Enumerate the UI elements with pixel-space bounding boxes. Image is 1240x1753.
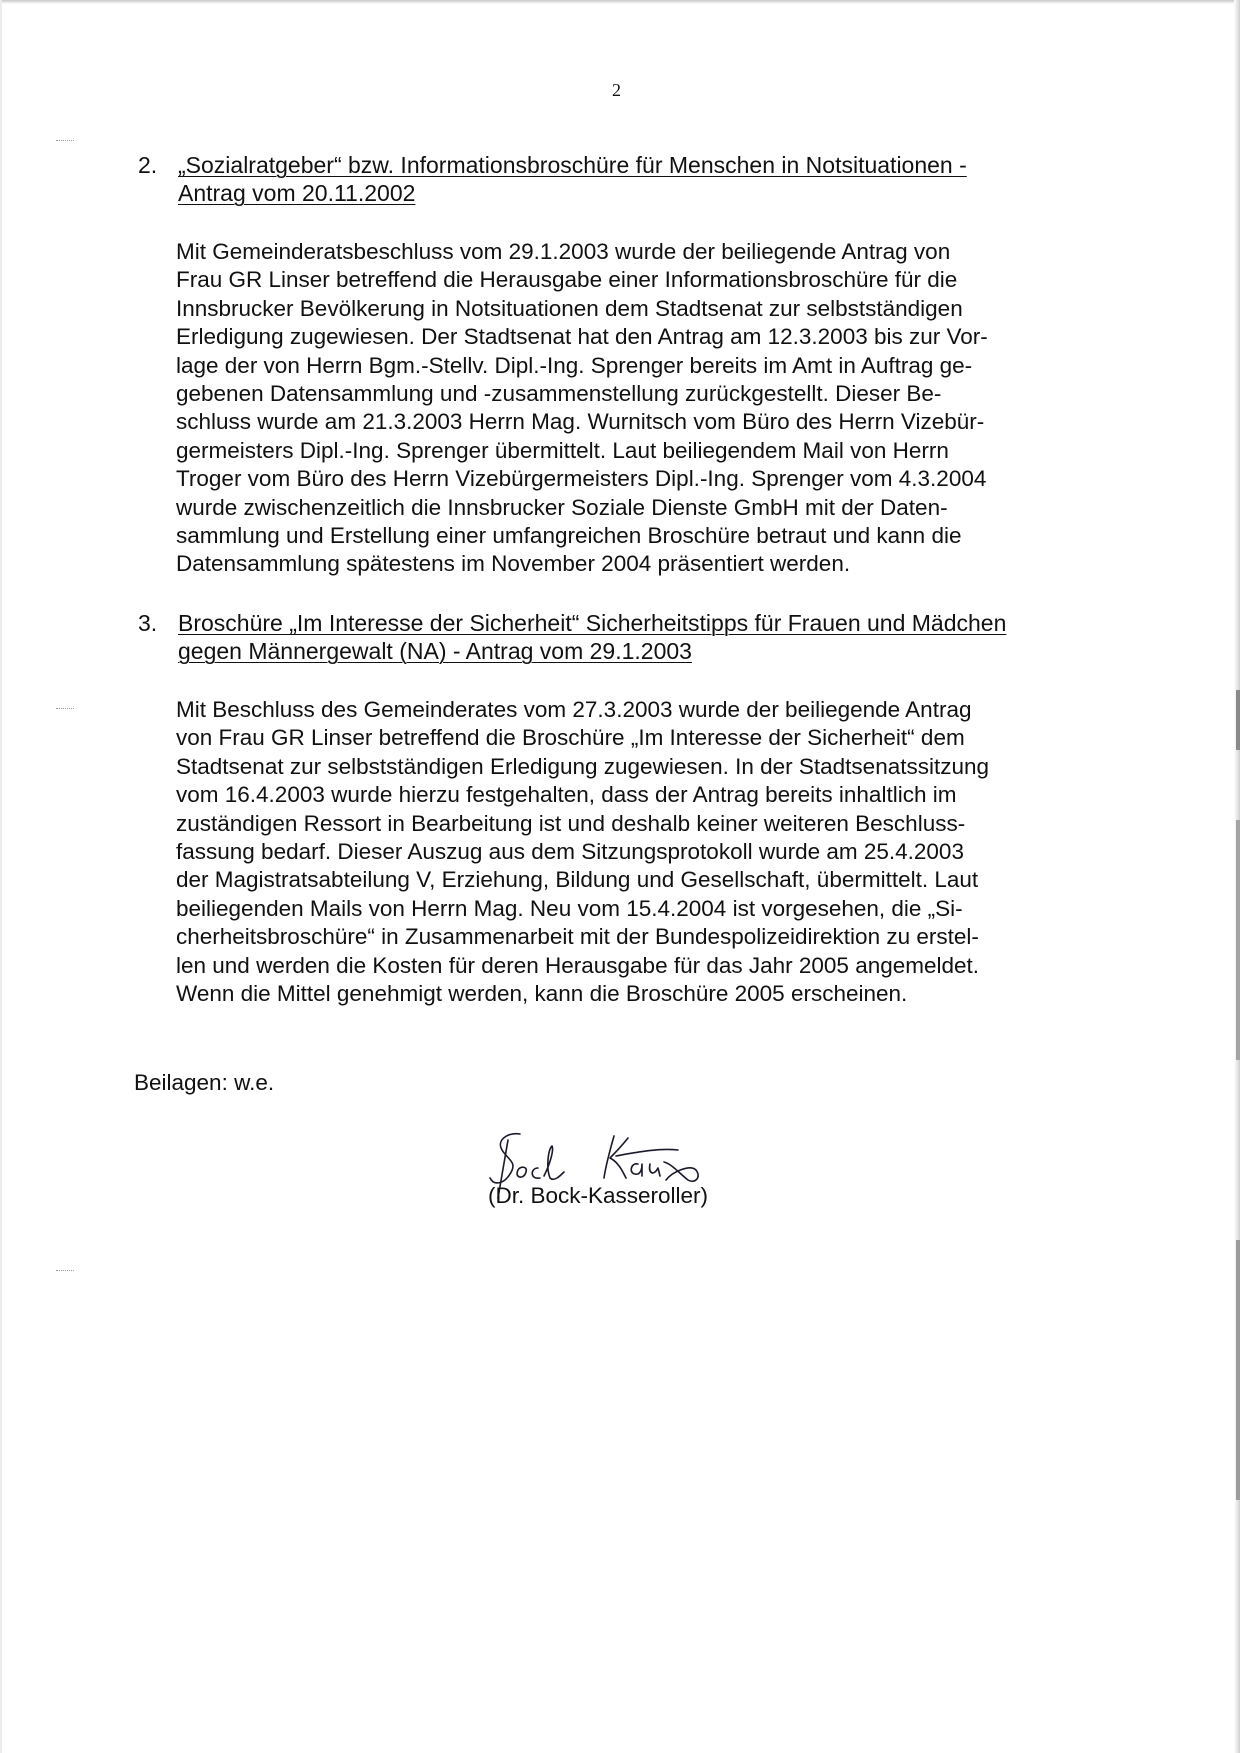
item-title-line: „Sozialratgeber“ bzw. Informationsbroschüre für Menschen in Notsituationen - bbox=[178, 152, 967, 178]
body-line: von Frau GR Linser betreffend die Broschüre „Im Interesse der Sicherheit“ dem bbox=[176, 725, 965, 751]
body-line: sammlung und Erstellung einer umfangreichen Broschüre betraut und kann die bbox=[176, 523, 962, 549]
body-line: zuständigen Ressort in Bearbeitung ist und deshalb keiner weiteren Beschluss- bbox=[176, 810, 966, 836]
scan-shadow bbox=[1236, 1240, 1240, 1500]
item-title-line: Antrag vom 20.11.2002 bbox=[178, 180, 416, 206]
body-line: Erledigung zugewiesen. Der Stadtsenat hat den Antrag am 12.3.2003 bis zur Vor- bbox=[176, 324, 988, 350]
attachments-note: Beilagen: w.e. bbox=[134, 1070, 275, 1095]
scan-edge-left bbox=[0, 0, 2, 1753]
scan-shadow bbox=[1236, 820, 1240, 1060]
item-title bbox=[178, 609, 1098, 665]
body-line: Innsbrucker Bevölkerung in Notsituationen dem Stadtsenat zur selbstständigen bbox=[176, 295, 963, 321]
body-line: cherheitsbroschüre“ in Zusammenarbeit mit der Bundespolizeidirektion zu erstel- bbox=[176, 924, 979, 950]
item-number: 3. bbox=[138, 610, 158, 636]
body-line: Datensammlung spätestens im November 2004 präsentiert werden. bbox=[176, 551, 851, 577]
scan-edge-top bbox=[0, 0, 1240, 4]
body-line: Mit Beschluss des Gemeinderates vom 27.3.2003 wurde der beiliegende Antrag bbox=[176, 697, 972, 722]
page-number: 2 bbox=[612, 80, 621, 100]
body-line: germeisters Dipl.-Ing. Sprenger übermittelt. Laut beiliegendem Mail von Herrn bbox=[176, 437, 949, 463]
margin-mark bbox=[56, 708, 74, 711]
item-body bbox=[176, 238, 1086, 579]
body-line: Frau GR Linser betreffend die Herausgabe einer Informationsbroschüre für die bbox=[176, 267, 958, 293]
body-line: Mit Gemeinderatsbeschluss vom 29.1.2003 wurde der beiliegende Antrag von bbox=[176, 239, 951, 264]
body-line: vom 16.4.2003 wurde hierzu festgehalten, dass der Antrag bereits inhaltlich im bbox=[176, 782, 957, 808]
agenda-item bbox=[138, 609, 1098, 669]
body-line: wurde zwischenzeitlich die Innsbrucker Soziale Dienste GmbH mit der Daten- bbox=[176, 494, 948, 520]
item-title-line: Broschüre „Im Interesse der Sicherheit“ Sicherheitstipps für Frauen und Mädchen bbox=[178, 610, 1007, 636]
body-line: lage der von Herrn Bgm.-Stellv. Dipl.-Ing. Sprenger bereits im Amt in Auftrag ge- bbox=[176, 352, 973, 378]
item-number: 2. bbox=[138, 152, 158, 178]
scan-shadow bbox=[1236, 690, 1240, 750]
body-line: Wenn die Mittel genehmigt werden, kann die Broschüre 2005 erscheinen. bbox=[176, 981, 908, 1007]
signer-name: (Dr. Bock-Kasseroller) bbox=[488, 1183, 709, 1208]
item-body bbox=[176, 696, 1086, 1008]
body-line: Troger vom Büro des Herrn Vizebürgermeisters Dipl.-Ing. Sprenger vom 4.3.2004 bbox=[176, 466, 987, 492]
agenda-item bbox=[138, 151, 1098, 211]
item-title bbox=[178, 151, 1098, 207]
margin-mark bbox=[56, 140, 74, 143]
body-line: fassung bedarf. Dieser Auszug aus dem Sitzungsprotokoll wurde am 25.4.2003 bbox=[176, 839, 964, 865]
body-line: beiliegenden Mails von Herrn Mag. Neu vom 15.4.2004 ist vorgesehen, die „Si- bbox=[176, 895, 963, 921]
body-line: schluss wurde am 21.3.2003 Herrn Mag. Wurnitsch vom Büro des Herrn Vizebür- bbox=[176, 409, 985, 435]
margin-mark bbox=[56, 1270, 74, 1273]
body-line: len und werden die Kosten für deren Herausgabe für das Jahr 2005 angemeldet. bbox=[176, 952, 980, 978]
body-line: Stadtsenat zur selbstständigen Erledigung zugewiesen. In der Stadtsenatssitzung bbox=[176, 753, 990, 779]
item-title-line: gegen Männergewalt (NA) - Antrag vom 29.1.2003 bbox=[178, 638, 692, 664]
body-line: der Magistratsabteilung V, Erziehung, Bildung und Gesellschaft, übermittelt. Laut bbox=[176, 867, 979, 893]
body-line: gebenen Datensammlung und -zusammenstellung zurückgestellt. Dieser Be- bbox=[176, 381, 942, 407]
